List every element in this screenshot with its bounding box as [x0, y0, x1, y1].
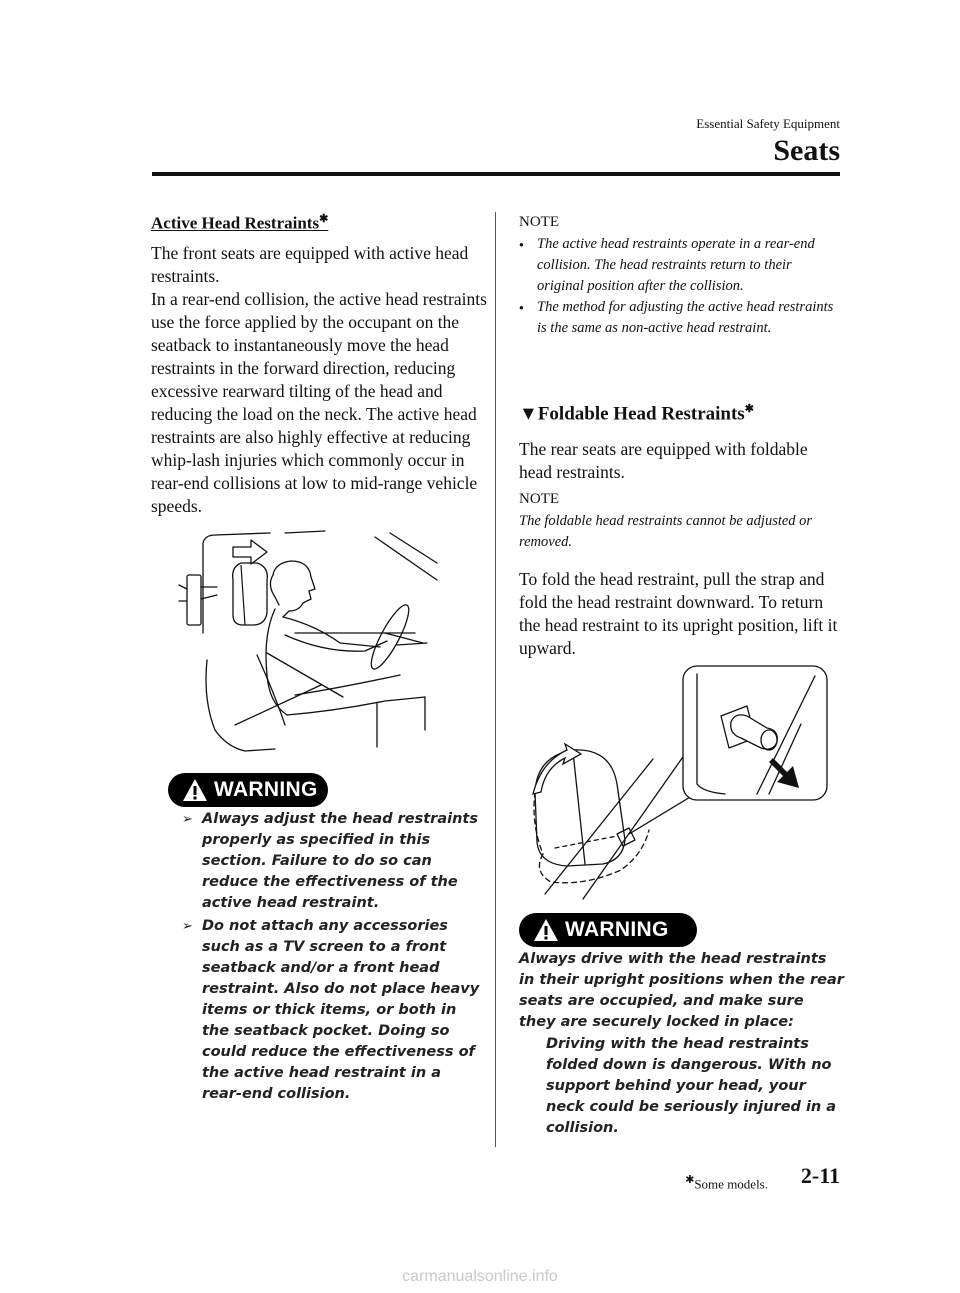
warning-item: ➢ Always adjust the head restraints properly as specified in this section. Failure to do so can reduce the effectiveness of the active head restraint. [182, 809, 482, 914]
section-marker-icon: ▼ [519, 403, 538, 425]
section-title-text: Foldable Head Restraints [537, 403, 745, 425]
warning-lead: Always drive with the head restraints in their upright positions when the rear seats are occupied, and make sure they are securely locked in place: [519, 951, 844, 1030]
some-models-mark: ✱ [744, 403, 754, 415]
note-item: ● The active head restraints operate in a rear-end collision. The head restraints return to their original position after the collision. [519, 234, 839, 297]
note-label: NOTE [519, 214, 559, 230]
note-item: ● The method for adjusting the active head restraints is the same as non-active head restraint. [519, 297, 839, 339]
foldable-head-restraints-title [519, 402, 754, 425]
note-text: The foldable head restraints cannot be adjusted or removed. [519, 513, 813, 550]
some-models-mark: ✱ [685, 1174, 695, 1186]
note-list [519, 234, 839, 339]
footer-note-text: Some models. [694, 1176, 768, 1192]
warning-icon [182, 778, 208, 802]
active-head-restraints-title [151, 212, 328, 234]
header-rule [152, 172, 840, 176]
warning-label: WARNING [565, 918, 669, 941]
foldable-intro: The rear seats are equipped with foldable head restraints. [519, 439, 808, 482]
warning-item: ➢ Do not attach any accessories such as a TV screen to a front seatback and/or a front head restraint. Also do not place heavy items or thick items, or both in the seatback pocket. Doing so could reduce the effectiveness of the active head restraint in a rear-end collision. [182, 916, 482, 1105]
warning-label: WARNING [214, 778, 318, 801]
footer-note [685, 1173, 768, 1192]
warning-detail: Driving with the head restraints folded down is dangerous. With no support behind your head, your neck could be seriously injured in a collision. [546, 1036, 837, 1136]
paragraph: The front seats are equipped with active head restraints. [151, 243, 469, 286]
section-title-text: Active Head Restraints [151, 213, 320, 233]
warning-list [182, 809, 482, 1107]
note-label: NOTE [519, 491, 559, 507]
fold-instructions: To fold the head restraint, pull the strap and fold the head restraint downward. To return the head restraint to its upright position, lift it upward. [519, 569, 838, 658]
warning-badge [168, 773, 328, 807]
section-header: Essential Safety Equipment [696, 116, 840, 131]
some-models-mark: ✱ [319, 213, 329, 225]
page-number: 2-11 [800, 1163, 840, 1188]
intro-paragraphs [151, 242, 491, 518]
page-title: Seats [773, 134, 840, 167]
warning-icon [533, 918, 559, 942]
warning-badge [519, 913, 697, 947]
paragraph: In a rear-end collision, the active head restraints use the force applied by the occupant on the seatback to instantaneously move the head restraints in the forward direction, reducing excessive rearward tilting of the head and reducing the load on the neck. The active head restraints are also highly effective at reducing whip-lash injuries which commonly occur in rear-end collisions at low to mid-range vehicle speeds. [151, 289, 487, 516]
watermark: carmanualsonline.info [402, 1268, 558, 1285]
active-head-restraint-illustration [175, 525, 440, 757]
foldable-head-restraint-illustration [525, 664, 835, 904]
column-divider [495, 212, 496, 1147]
